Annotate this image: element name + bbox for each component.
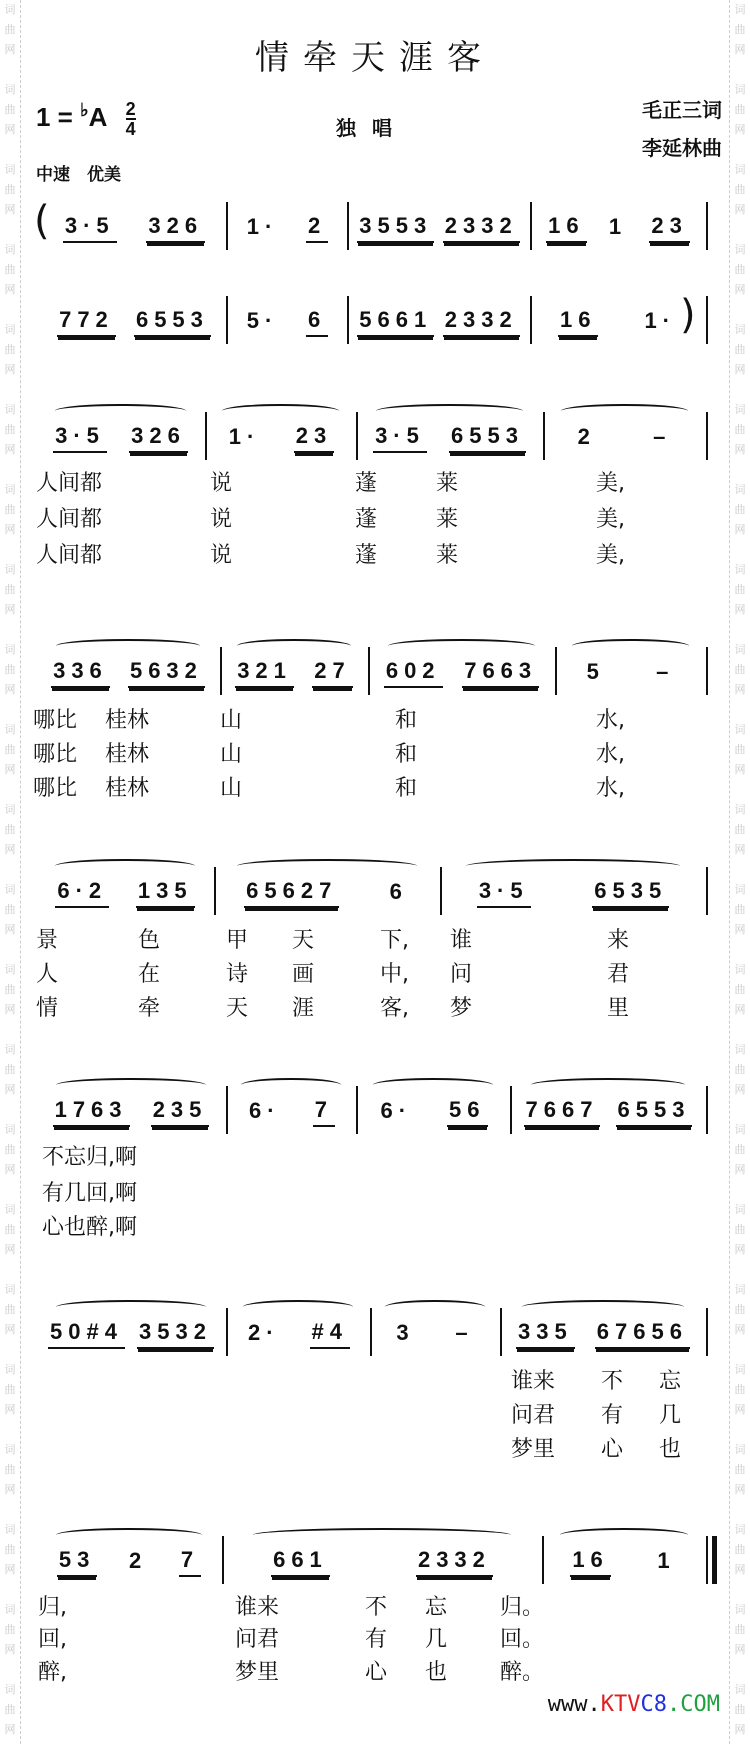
lyric: 莱 [436, 507, 459, 532]
barline [226, 296, 228, 344]
score-row [0, 198, 750, 248]
url-part: C8 [640, 1692, 667, 1717]
lyric: 几 [425, 1627, 448, 1652]
measure [42, 1542, 216, 1582]
lyric: 哪比 [33, 742, 78, 767]
lyric: 桂林 [105, 776, 150, 801]
key-prefix: 1 = [36, 101, 73, 132]
watermark-text: 词 曲 网 [734, 323, 746, 376]
note-group: 6553 [449, 423, 526, 453]
slur [243, 1300, 354, 1314]
note-group: 326 [146, 213, 205, 243]
watermark-text: 词 曲 网 [734, 3, 746, 56]
lyric: 和 [395, 742, 418, 767]
measure [536, 208, 700, 248]
lyric: 来 [607, 928, 630, 953]
lyric: 说 [210, 543, 233, 568]
lyric: 说 [210, 471, 233, 496]
note-group: 1· [246, 214, 279, 239]
lyric: 色 [138, 928, 161, 953]
note-group: 5 [586, 659, 605, 684]
note-group: 50#4 [48, 1319, 125, 1349]
url-part: KTV [600, 1692, 641, 1717]
barline [347, 202, 349, 250]
measure [232, 302, 341, 342]
score-row [0, 1314, 750, 1354]
note-group: 6· [249, 1098, 281, 1123]
lyric: 心 [365, 1660, 388, 1685]
watermark-text: 词 曲 网 [4, 1363, 16, 1416]
lyric: 景 [36, 928, 59, 953]
lyric: 心也醉,啊 [42, 1215, 137, 1240]
measure [362, 1092, 504, 1132]
measure [362, 418, 537, 458]
watermark-text: 词 曲 网 [4, 323, 16, 376]
watermark-text: 词 曲 网 [734, 1523, 746, 1576]
slur [253, 1528, 512, 1542]
lyric: 人间都 [36, 471, 103, 496]
measure [220, 873, 434, 913]
lyric: 回, [38, 1627, 67, 1652]
lyric: 美, [596, 543, 625, 568]
barline [370, 1308, 372, 1356]
flat-sign: ♭ [80, 100, 89, 121]
note-group: 23 [649, 213, 689, 243]
watermark-text: 词 曲 网 [4, 883, 16, 936]
measure [353, 208, 524, 248]
slur [388, 639, 535, 653]
measure [549, 418, 700, 458]
note-group: 65627 [244, 878, 339, 908]
watermark-text: 词 曲 网 [4, 803, 16, 856]
watermark-right [729, 0, 750, 1744]
note-group: 3·5 [63, 213, 117, 243]
measure [42, 653, 214, 693]
lyric: 回。 [500, 1627, 545, 1652]
lyric: 问君 [235, 1627, 280, 1652]
watermark-text: 词 曲 网 [4, 1043, 16, 1096]
note-group: 6·2 [55, 878, 109, 908]
lyric: 蓬 [355, 471, 378, 496]
lyric: 山 [220, 708, 243, 733]
note-group: 1· [644, 308, 676, 333]
watermark-text: 词 曲 网 [4, 3, 16, 56]
note-group: 6535 [592, 878, 669, 908]
score-row [0, 292, 750, 342]
site-url [548, 1692, 720, 1717]
note-group: 2332 [416, 1547, 493, 1577]
note-group: 6· [380, 1098, 413, 1123]
note-group: 6 [306, 307, 328, 337]
watermark-text: 词 曲 网 [734, 643, 746, 696]
lyric: 水, [596, 742, 625, 767]
barline [510, 1086, 512, 1134]
note-group: 3553 [357, 213, 434, 243]
key-signature [36, 100, 136, 138]
measure [548, 1542, 700, 1582]
watermark-text: 词 曲 网 [734, 803, 746, 856]
watermark-text: 词 曲 网 [734, 1123, 746, 1176]
lyric: 画 [292, 962, 315, 987]
lyric: 几 [659, 1403, 682, 1428]
score-row [0, 1092, 750, 1132]
barline [706, 296, 708, 344]
note-group: 135 [136, 878, 195, 908]
slur [373, 1078, 492, 1092]
lyric: 山 [220, 742, 243, 767]
watermark-text: 词 曲 网 [4, 1603, 16, 1656]
slur [560, 1528, 688, 1542]
watermark-text: 词 曲 网 [4, 1523, 16, 1576]
lyric: 问君 [511, 1403, 556, 1428]
note-group: 335 [516, 1319, 575, 1349]
note-group: – [656, 659, 675, 684]
barline [706, 412, 708, 460]
measure [42, 873, 208, 913]
watermark-text: 词 曲 网 [734, 1043, 746, 1096]
lyric: 哪比 [33, 708, 78, 733]
watermark-left [0, 0, 21, 1744]
lyric: 梦里 [511, 1437, 556, 1462]
note-group: 6553 [616, 1097, 693, 1127]
note-group: 6553 [134, 307, 211, 337]
lyric: 下, [380, 928, 409, 953]
lyric: 有几回,啊 [42, 1181, 137, 1206]
barline [226, 202, 228, 250]
barline [440, 867, 442, 915]
barline [500, 1308, 502, 1356]
slur [222, 404, 339, 418]
slur [466, 859, 679, 873]
note-group: 661 [271, 1547, 330, 1577]
barline [706, 647, 708, 695]
lyric: 有 [601, 1403, 624, 1428]
note-group: 5· [246, 308, 279, 333]
lyric: 有 [365, 1627, 388, 1652]
lyric: 牵 [138, 996, 161, 1021]
note-group: 53 [57, 1547, 97, 1577]
watermark-text: 词 曲 网 [734, 1603, 746, 1656]
slur [56, 1528, 202, 1542]
measure [48, 208, 220, 248]
slur [56, 639, 200, 653]
note-group: 3532 [137, 1319, 214, 1349]
lyric: 桂林 [105, 742, 150, 767]
lyric: 蓬 [355, 507, 378, 532]
slur [522, 1300, 685, 1314]
lyric: 君 [607, 962, 630, 987]
lyric: 桂林 [105, 708, 150, 733]
lyric: 哪比 [33, 776, 78, 801]
watermark-text: 词 曲 网 [4, 83, 16, 136]
lyric: 人 [36, 962, 59, 987]
measure [48, 302, 220, 342]
lyric: 人间都 [36, 543, 103, 568]
note-group: 1 [657, 1548, 676, 1573]
lyric: 梦里 [235, 1660, 280, 1685]
watermark-text: 词 曲 网 [4, 1443, 16, 1496]
slur [561, 404, 688, 418]
lyric: 和 [395, 776, 418, 801]
lyric: 人间都 [36, 507, 103, 532]
note-group: 235 [151, 1097, 210, 1127]
url-part: . [667, 1692, 681, 1717]
slur [55, 404, 187, 418]
slur [56, 1078, 206, 1092]
slur [376, 404, 523, 418]
slur [531, 1078, 686, 1092]
composer-credit: 李延林曲 [642, 136, 722, 160]
time-signature [126, 100, 136, 138]
lyric: 天 [292, 928, 315, 953]
lyric: 也 [425, 1660, 448, 1685]
note-group: 772 [57, 307, 116, 337]
note-group: – [653, 424, 672, 449]
note-group: 2 [306, 213, 328, 243]
time-bottom: 4 [125, 119, 136, 139]
note-group: 3·5 [373, 423, 427, 453]
lyric: 梦 [450, 996, 473, 1021]
barline [706, 202, 708, 250]
slur [241, 1078, 340, 1092]
lyric: 美, [596, 507, 625, 532]
slur [55, 859, 194, 873]
barline [543, 412, 545, 460]
note-group: 2332 [443, 213, 520, 243]
watermark-text: 词 曲 网 [4, 243, 16, 296]
watermark-text: 词 曲 网 [4, 1123, 16, 1176]
measure [42, 418, 199, 458]
note-group: 5661 [357, 307, 434, 337]
measure [374, 653, 549, 693]
lyric: 谁来 [235, 1595, 280, 1620]
watermark-text: 词 曲 网 [734, 1363, 746, 1416]
final-barline [712, 1536, 717, 1584]
measure [446, 873, 700, 913]
lyric: 莱 [436, 471, 459, 496]
barline [226, 1086, 228, 1134]
lyric: 心 [601, 1437, 624, 1462]
time-top: 2 [125, 99, 136, 119]
note-group: 326 [129, 423, 188, 453]
note-group: 2332 [443, 307, 520, 337]
lyric: 中, [380, 962, 409, 987]
lyric: 归, [38, 1595, 67, 1620]
note-group: 16 [558, 307, 598, 337]
barline [356, 412, 358, 460]
measure [42, 1092, 220, 1132]
repeat-paren-close: ) [680, 292, 696, 338]
lyric: 说 [210, 507, 233, 532]
lyric: 谁来 [511, 1369, 556, 1394]
note-group: 7 [313, 1097, 335, 1127]
lyric: 归。 [500, 1595, 545, 1620]
lyric: 蓬 [355, 543, 378, 568]
note-group: 67656 [595, 1319, 690, 1349]
slur [572, 639, 689, 653]
barline [706, 867, 708, 915]
barline [706, 1536, 708, 1584]
watermark-text: 词 曲 网 [734, 883, 746, 936]
lyric: 水, [596, 776, 625, 801]
note-group: 6 [389, 879, 408, 904]
lyric: 在 [138, 962, 161, 987]
note-group: 23 [294, 423, 334, 453]
measure [232, 208, 341, 248]
score-row [0, 653, 750, 693]
lyric: 莱 [436, 543, 459, 568]
slur [56, 1300, 206, 1314]
note-group: 16 [546, 213, 586, 243]
barline [368, 647, 370, 695]
lyric: 诗 [226, 962, 249, 987]
lyric: 问 [450, 962, 473, 987]
watermark-text: 词 曲 网 [4, 163, 16, 216]
measure [506, 1314, 700, 1354]
lyric: 和 [395, 708, 418, 733]
measure [42, 1314, 220, 1354]
lyric: 山 [220, 776, 243, 801]
watermark-text: 词 曲 网 [4, 1283, 16, 1336]
barline [220, 647, 222, 695]
note-group: 602 [384, 658, 443, 688]
note-group: – [455, 1320, 474, 1345]
note-group: 1763 [53, 1097, 130, 1127]
note-group: 321 [235, 658, 294, 688]
barline [347, 296, 349, 344]
barline [226, 1308, 228, 1356]
watermark-text: 词 曲 网 [4, 403, 16, 456]
note-group: #4 [310, 1319, 350, 1349]
lyric: 里 [607, 996, 630, 1021]
watermark-text: 词 曲 网 [4, 643, 16, 696]
watermark-text: 词 曲 网 [4, 1203, 16, 1256]
measure [353, 302, 524, 342]
note-group: 7 [179, 1547, 201, 1577]
lyric: 谁 [450, 928, 473, 953]
watermark-text: 词 曲 网 [4, 963, 16, 1016]
watermark-text: 词 曲 网 [734, 483, 746, 536]
score-row [0, 873, 750, 913]
watermark-text: 词 曲 网 [4, 723, 16, 776]
key-note: A [88, 101, 107, 132]
barline [530, 202, 532, 250]
measure [376, 1314, 494, 1354]
measure [228, 1542, 536, 1582]
note-group: 2 [577, 424, 596, 449]
note-group: 3·5 [477, 878, 531, 908]
url-part: www. [547, 1692, 601, 1717]
barline [356, 1086, 358, 1134]
score-row [0, 1542, 750, 1582]
watermark-text: 词 曲 网 [734, 83, 746, 136]
note-group: 1· [228, 424, 261, 449]
lyric: 醉。 [500, 1660, 545, 1685]
lyric: 不 [365, 1595, 388, 1620]
tempo-marking: 中速 优美 [36, 165, 121, 185]
measure [536, 302, 700, 342]
measure [232, 1092, 350, 1132]
measure [211, 418, 350, 458]
watermark-text: 词 曲 网 [734, 1443, 746, 1496]
watermark-text: 词 曲 网 [734, 243, 746, 296]
barline [222, 1536, 224, 1584]
watermark-text: 词 曲 网 [734, 403, 746, 456]
note-group: 336 [51, 658, 110, 688]
lyric: 忘 [425, 1595, 448, 1620]
barline [205, 412, 207, 460]
watermark-text: 词 曲 网 [734, 1283, 746, 1336]
note-group: 27 [312, 658, 352, 688]
measure [516, 1092, 700, 1132]
watermark-text: 词 曲 网 [4, 1683, 16, 1736]
lyric: 客, [380, 996, 409, 1021]
watermark-text: 词 曲 网 [734, 963, 746, 1016]
barline [706, 1308, 708, 1356]
note-group: 3·5 [53, 423, 107, 453]
url-part: COM [680, 1692, 720, 1717]
note-group: 7663 [462, 658, 539, 688]
note-group: 1 [608, 214, 628, 239]
measure [232, 1314, 364, 1354]
note-group: 5632 [128, 658, 205, 688]
lyricist-credit: 毛正三词 [642, 98, 722, 122]
barline [706, 1086, 708, 1134]
lyric: 水, [596, 708, 625, 733]
note-group: 56 [447, 1097, 487, 1127]
repeat-paren-open: ( [34, 198, 50, 244]
watermark-text: 词 曲 网 [4, 563, 16, 616]
lyric: 也 [659, 1437, 682, 1462]
barline [530, 296, 532, 344]
watermark-text: 词 曲 网 [734, 163, 746, 216]
note-group: 7667 [524, 1097, 601, 1127]
barline [542, 1536, 544, 1584]
score-row [0, 418, 750, 458]
note-group: 2· [247, 1320, 280, 1345]
barline [214, 867, 216, 915]
watermark-text: 词 曲 网 [734, 563, 746, 616]
slur [237, 639, 351, 653]
note-group: 16 [570, 1547, 610, 1577]
watermark-text: 词 曲 网 [734, 1683, 746, 1736]
watermark-text: 词 曲 网 [734, 723, 746, 776]
barline [555, 647, 557, 695]
slur [385, 1300, 484, 1314]
measure [226, 653, 362, 693]
lyric: 不 [601, 1369, 624, 1394]
lyric: 甲 [226, 928, 249, 953]
song-title: 情牵天涯客 [255, 38, 495, 78]
lyric: 天 [226, 996, 249, 1021]
watermark-text: 词 曲 网 [4, 483, 16, 536]
performance-type: 独唱 [336, 116, 408, 140]
watermark-text: 词 曲 网 [734, 1203, 746, 1256]
lyric: 涯 [292, 996, 315, 1021]
lyric: 美, [596, 471, 625, 496]
note-group: 2 [128, 1548, 148, 1573]
measure [561, 653, 700, 693]
lyric: 情 [36, 996, 59, 1021]
slur [237, 859, 417, 873]
lyric: 不忘归,啊 [42, 1145, 137, 1170]
lyric: 醉, [38, 1660, 67, 1685]
lyric: 忘 [659, 1369, 682, 1394]
note-group: 3 [396, 1320, 415, 1345]
